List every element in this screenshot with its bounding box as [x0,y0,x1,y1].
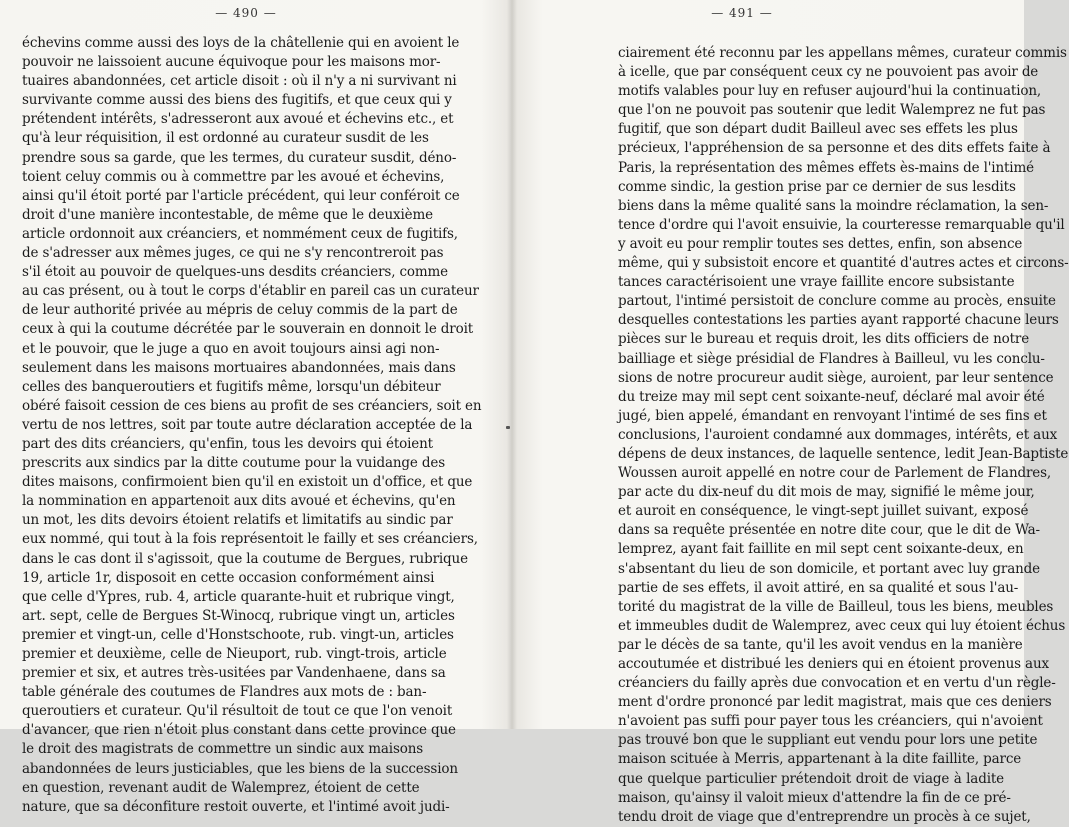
text-line: prendre sous sa garde, que les termes, du curateur susdit, déno- [22,149,457,166]
text-line: toient celuy commis ou à commettre par les avoué et échevins, [22,168,445,185]
text-line: et le pouvoir, que le juge a quo en avoit toujours ainsi agi non- [22,340,440,357]
text-line: vertu de nos lettres, soit par toute autre déclaration acceptée de la [22,416,473,433]
text-line: torité du magistrat de la ville de Bailleul, tous les biens, meubles [618,598,1054,615]
text-line: art. sept, celle de Bergues St-Winocq, rubrique vingt un, articles [22,607,455,624]
text-line: le droit des magistrats de commettre un sindic aux maisons [22,741,424,758]
text-line: échevins comme aussi des loys de la châtellenie qui en avoient le [22,35,460,51]
text-line: par le décès de sa tante, qu'il les avoit vendus en la manière [618,636,1023,653]
text-line: qu'à leur réquisition, il est ordonné au curateur susdit de les [22,130,429,147]
text-line: en question, revenant audit de Walemprez, étoient de cette [22,779,420,796]
text-line: prescrits aux sindics par la ditte coutume pour la vuidange des [22,455,446,472]
text-line: ainsi qu'il étoit porté par l'article précédent, qui leur conféroit ce [22,187,460,204]
text-line: eux nommé, qui tout à la fois représentoit le failly et ses créanciers, [22,531,478,548]
text-line: au cas présent, ou à tout le corps d'établir en pareil cas un curateur [22,283,479,300]
text-line: tendu droit de viage que d'entreprendre un procès à ce sujet, [618,808,1031,825]
text-line: du treize may mil sept cent soixante-neuf, déclaré mal avoir été [618,388,1045,405]
text-line: dans le cas dont il s'agissoit, que la coutume de Bergues, rubrique [22,550,468,567]
text-line: prétendent intérêts, s'adresseront aux avoué et échevins etc., et [22,111,454,128]
text-line: n'avoient pas suffi pour payer tous les créanciers, qui n'avoient [618,713,1043,730]
text-line: ciairement été reconnu par les appellans mêmes, curateur commis [618,45,1067,61]
text-line: pas trouvé bon que le suppliant eut vendu pour lors une petite [618,732,1038,749]
gutter-mark [506,426,510,429]
text-line: s'il étoit au pouvoir de quelques-uns desdits créanciers, comme [22,264,449,281]
page-text [22,34,482,817]
text-line: la nommination en appartenoit aux dits avoué et échevins, qu'en [22,493,456,510]
text-line: que l'on ne pouvoit pas soutenir que ledit Walemprez ne fut pas [618,102,1046,119]
text-line: de leur authorité privée au mépris de celuy commis de la part de [22,302,458,319]
text-line: partout, l'intimé persistoit de conclure comme au procès, ensuite [618,293,1056,310]
text-line: table générale des coutumes de Flandres aux mots de : ban- [22,684,427,701]
text-line: précieux, l'appréhension de sa personne et des dits effets faite à [618,140,1051,157]
text-line: biens dans la même qualité sans la moindre réclamation, la sen- [618,197,1049,214]
text-line: Woussen auroit appellé en notre cour de Parlement de Flandres, [618,465,1052,482]
page-number: — 490 — [215,6,277,20]
text-line: créanciers du failly après due convocation et en vertu d'un règle- [618,675,1056,692]
text-line: tence d'ordre qui l'avoit ensuivie, la courteresse remarquable qu'il [618,216,1065,233]
text-line: pièces sur le bureau et requis droit, les dits officiers de notre [618,331,1030,348]
text-line: conclusions, l'auroient condamné aux dommages, intérêts, et aux [618,426,1058,443]
text-line: seulement dans les maisons mortuaires abandonnées, mais dans [22,359,456,376]
text-line: un mot, les dits devoirs étoient relatifs et limitatifs au sindic par [22,512,453,529]
page-number: — 491 — [711,6,773,20]
text-line: article ordonnoit aux créanciers, et nommément ceux de fugitifs, [22,225,458,242]
text-line: et immeubles dudit de Walemprez, avec ceux qui luy étoient échus [618,617,1066,634]
text-line: même, qui y subsistoit encore et quantité d'autres actes et circons- [618,255,1069,272]
text-line: y avoit eu pour remplir toutes ses dettes, enfin, son absence [618,235,1023,252]
text-line: Paris, la représentation des mêmes effets ès-mains de l'intimé [618,159,1034,176]
text-line: que celle d'Ypres, rub. 4, article quarante-huit et rubrique vingt, [22,588,455,605]
text-line: dans sa requête présentée en notre dite cour, que le dit de Wa- [618,522,1040,539]
text-line: par acte du dix-neuf du dit mois de may, signifié le même jour, [618,484,1035,501]
text-line: dépens de deux instances, de laquelle sentence, ledit Jean-Baptiste [618,445,1069,462]
text-line: et auroit en conséquence, le vingt-sept juillet suivant, exposé [618,503,1029,520]
text-line: comme sindic, la gestion prise par ce dernier de sus lesdits [618,178,1016,195]
text-line: premier et vingt-un, celle d'Honstschoote, rub. vingt-un, articles [22,626,454,643]
text-line: ceux à qui la coutume décrétée par le souverain en donnoit le droit [22,321,474,338]
text-line: fugitif, que son départ dudit Bailleul avec ses effets les plus [618,121,1018,138]
text-line: tuaires abandonnées, cet article disoit : où il n'y a ni survivant ni [22,73,457,90]
text-line: droit d'une manière incontestable, de même que le deuxième [22,206,433,223]
text-line: celles des banqueroutiers et fugitifs même, lorsqu'un débiteur [22,378,441,395]
text-line: desquelles contestations les parties ayant rapporté chacune leurs [618,312,1059,329]
text-line: à icelle, que par conséquent ceux cy ne pouvoient pas avoir de [618,64,1039,81]
right-page [512,0,1069,825]
page-text [618,44,1069,827]
text-line: partie de ses effets, il avoit attiré, en sa qualité et sous l'au- [618,579,1019,596]
text-line: pouvoir ne laissoient aucune équivoque pour les maisons mor- [22,54,441,71]
text-line: obéré faisoit cession de ces biens au profit de ses créanciers, soit en [22,397,482,414]
text-line: part des dits créanciers, qu'enfin, tous les devoirs qui étoient [22,435,433,452]
text-line: motifs valables pour luy en refuser aujourd'hui la continuation, [618,83,1042,100]
text-line: tances caractérisoient une vraye faillite encore subsistante [618,274,1015,291]
text-line: queroutiers et curateur. Qu'il résultoit de tout ce que l'on venoit [22,703,453,720]
text-line: bailliage et siège présidial de Flandres à Bailleul, vu les conclu- [618,350,1045,367]
text-line: sions de notre procureur audit siège, auroient, par leur sentence [618,369,1054,386]
text-line: maison, qu'ainsy il valoit mieux d'attendre la fin de ce pré- [618,789,1011,806]
text-line: jugé, bien appelé, émandant en renvoyant l'intimé de ses fins et [618,407,1047,424]
text-line: premier et six, et autres très-usitées par Vandenhaene, dans sa [22,665,446,682]
text-line: ment d'ordre prononcé par ledit magistrat, mais que ces deniers [618,694,1052,711]
text-line: 19, article 1r, disposoit en cette occasion conformément ainsi [22,569,435,586]
text-line: d'avancer, que rien n'étoit plus constant dans cette province que [22,722,456,739]
text-line: lemprez, ayant fait faillite en mil sept cent soixante-deux, en [618,541,1024,558]
text-line: que quelque particulier prétendoit droit de viage à ladite [618,770,1004,787]
text-line: abandonnées de leurs justiciables, que les biens de la succession [22,760,458,777]
text-line: nature, que sa déconfiture restoit ouverte, et l'intimé avoit judi- [22,798,450,815]
text-line: dites maisons, confirmoient bien qu'il en existoit un d'office, et que [22,474,473,491]
text-line: premier et deuxième, celle de Nieuport, rub. vingt-trois, article [22,646,447,662]
text-line: de s'adresser aux mêmes juges, ce qui ne s'y rencontreroit pas [22,245,444,262]
text-line: s'absentant du lieu de son domicile, et portant avec luy grande [618,560,1040,577]
text-line: accoutumée et distribué les deniers qui en étoient provenus aux [618,656,1049,672]
text-line: survivante comme aussi des biens des fugitifs, et que ceux qui y [22,92,452,109]
left-page [0,0,512,815]
text-line: maison scituée à Merris, appartenant à la dite faillite, parce [618,751,1022,768]
